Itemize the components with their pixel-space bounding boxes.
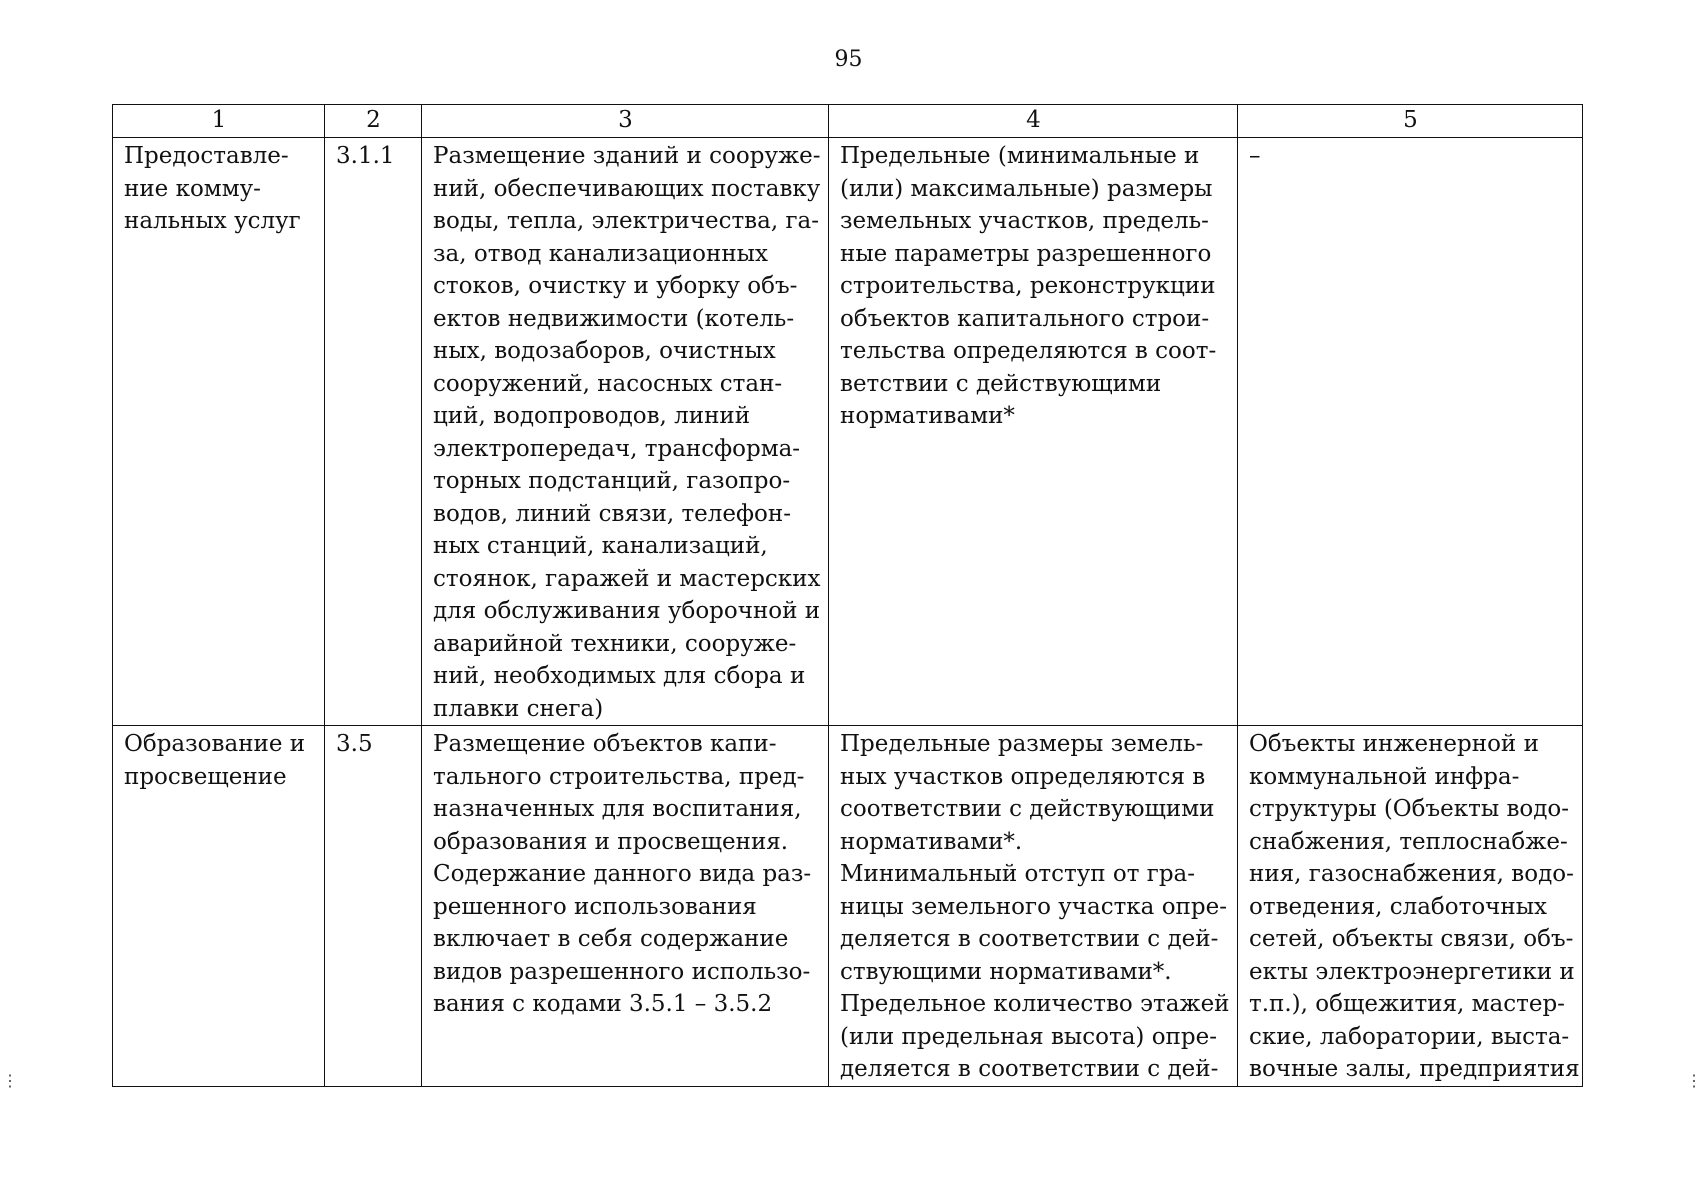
cell-line: т.п.), общежития, мастер- <box>1249 991 1565 1017</box>
cell-line: сетей, объекты связи, объ- <box>1249 926 1574 952</box>
header-col-2: 2 <box>325 105 422 138</box>
cell-line: нальных услуг <box>124 208 301 234</box>
cell-line: вочные залы, предприятия <box>1249 1056 1580 1082</box>
header-col-1: 1 <box>113 105 325 138</box>
cell-parameters <box>829 138 1238 726</box>
cell-line: назначенных для воспитания, <box>433 796 802 822</box>
table-row <box>113 726 1583 1087</box>
cell-line: екты электроэнергетики и <box>1249 958 1575 985</box>
cell-auxiliary-uses <box>1238 726 1583 1087</box>
cell-line: снабжения, теплоснабже- <box>1249 828 1568 855</box>
cell-line: деляется в соответствии с дей- <box>840 926 1219 952</box>
cell-line: структуры (Объекты водо- <box>1249 796 1570 822</box>
regulations-table <box>112 104 1583 1087</box>
cell-line: ствующими нормативами*. <box>840 958 1172 985</box>
cell-line: аварийной техники, сооруже- <box>433 630 797 657</box>
cell-line: ветствии с действующими <box>840 370 1162 397</box>
cell-line: отведения, слаботочных <box>1249 893 1547 920</box>
cell-line: электропередач, трансформа- <box>433 435 801 462</box>
cell-line: нормативами*. <box>840 828 1023 855</box>
right-margin-mark: ⋮ <box>1686 1071 1701 1090</box>
cell-line: торных подстанций, газопро- <box>433 468 791 494</box>
cell-line: ных, водозаборов, очистных <box>433 338 776 364</box>
cell-line: ных участков определяются в <box>840 763 1206 790</box>
cell-line: Размещение зданий и сооруже- <box>433 143 821 169</box>
cell-line: решенного использования <box>433 893 757 920</box>
cell-line: включает в себя содержание <box>433 926 789 952</box>
cell-line: ские, лаборатории, выста- <box>1249 1023 1570 1050</box>
cell-line: объектов капитального строи- <box>840 305 1210 332</box>
cell-line: ние комму- <box>124 175 261 202</box>
cell-line: 3.5 <box>336 731 373 757</box>
cell-line: тального строительства, пред- <box>433 763 805 790</box>
cell-line: водов, линий связи, телефон- <box>433 500 791 527</box>
cell-line: стоков, очистку и уборку объ- <box>433 273 798 299</box>
cell-line: видов разрешенного использо- <box>433 958 811 985</box>
header-col-3: 3 <box>422 105 829 138</box>
cell-line: за, отвод канализационных <box>433 240 768 267</box>
cell-line: Содержание данного вида раз- <box>433 861 812 887</box>
cell-line: – <box>1249 143 1261 169</box>
cell-parameters <box>829 726 1238 1087</box>
cell-line: (или) максимальные) размеры <box>840 175 1213 202</box>
cell-line: деляется в соответствии с дей- <box>840 1056 1219 1082</box>
left-margin-mark: ⋮ <box>2 1071 17 1090</box>
page-number: 95 <box>834 47 863 72</box>
cell-line: ектов недвижимости (котель- <box>433 305 795 332</box>
cell-line: ний, необходимых для сбора и <box>433 663 806 689</box>
cell-description <box>422 726 829 1087</box>
cell-line: для обслуживания уборочной и <box>433 598 821 624</box>
cell-line: Предоставле- <box>124 143 289 169</box>
cell-line: ний, обеспечивающих поставку <box>433 175 821 202</box>
cell-description <box>422 138 829 726</box>
cell-line: плавки снега) <box>433 695 604 722</box>
cell-line: коммунальной инфра- <box>1249 763 1520 790</box>
cell-line: соответствии с действующими <box>840 796 1215 822</box>
cell-use-type <box>113 726 325 1087</box>
cell-line: вания с кодами 3.5.1 – 3.5.2 <box>433 991 773 1017</box>
header-col-4: 4 <box>829 105 1238 138</box>
cell-line: Минимальный отступ от гра- <box>840 861 1196 887</box>
cell-line: строительства, реконструкции <box>840 273 1216 299</box>
cell-line: Образование и <box>124 731 306 757</box>
table-row <box>113 138 1583 726</box>
cell-line: ных станций, канализаций, <box>433 533 768 559</box>
cell-auxiliary-uses <box>1238 138 1583 726</box>
cell-line: стоянок, гаражей и мастерских <box>433 565 821 592</box>
cell-line: Предельное количество этажей <box>840 991 1230 1017</box>
cell-code <box>325 138 422 726</box>
cell-line: сооружений, насосных стан- <box>433 370 783 397</box>
cell-line: ные параметры разрешенного <box>840 240 1212 267</box>
cell-line: просвещение <box>124 763 287 790</box>
cell-line: ций, водопроводов, линий <box>433 403 751 429</box>
cell-line: воды, тепла, электричества, га- <box>433 208 819 234</box>
cell-code <box>325 726 422 1087</box>
cell-line: тельства определяются в соот- <box>840 338 1217 364</box>
cell-use-type <box>113 138 325 726</box>
header-col-5: 5 <box>1238 105 1583 138</box>
cell-line: 3.1.1 <box>336 143 395 169</box>
cell-line: ницы земельного участка опре- <box>840 893 1227 920</box>
cell-line: ния, газоснабжения, водо- <box>1249 861 1574 887</box>
cell-line: Предельные (минимальные и <box>840 143 1200 169</box>
cell-line: образования и просвещения. <box>433 828 789 855</box>
cell-line: (или предельная высота) опре- <box>840 1023 1217 1050</box>
cell-line: Предельные размеры земель- <box>840 731 1204 757</box>
cell-line: Размещение объектов капи- <box>433 731 777 757</box>
cell-line: земельных участков, предель- <box>840 208 1209 234</box>
table-header-row <box>113 105 1583 138</box>
cell-line: Объекты инженерной и <box>1249 731 1539 757</box>
cell-line: нормативами* <box>840 403 1015 429</box>
